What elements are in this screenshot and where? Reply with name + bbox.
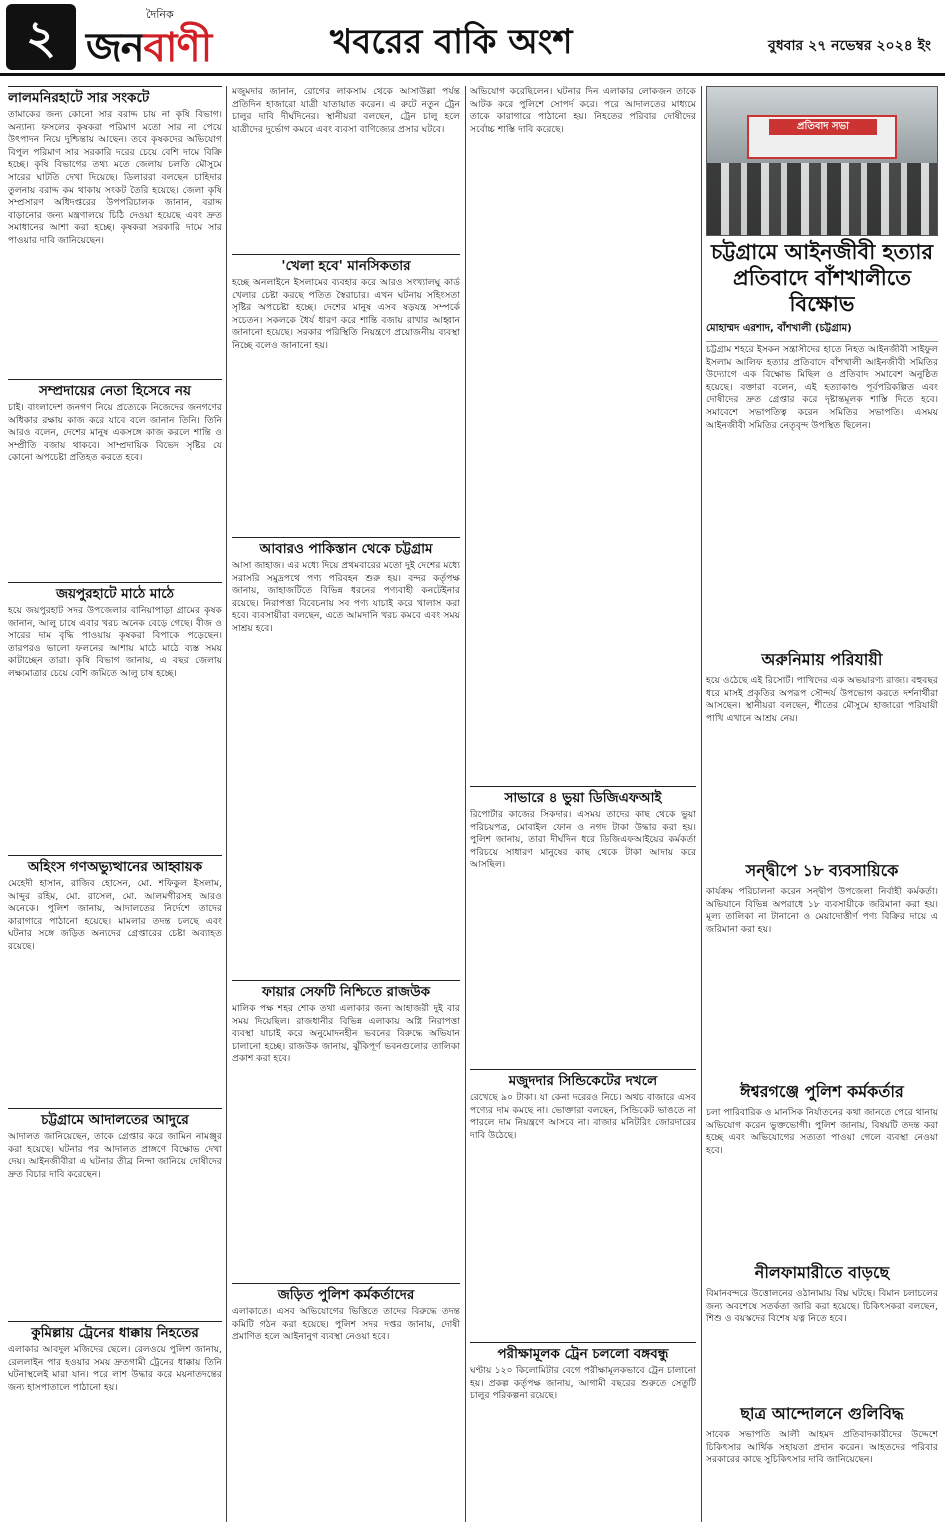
headline-c4-3: নীলফামারীতে বাড়ছে xyxy=(754,1263,890,1282)
body-c1-1: চাই। বাংলাদেশ জনগণ নিয়ে প্রত্যেকে নিজেদের জনগণের অধিকার রক্ষায় কাজ করে যাবে বলে জানান তিনি। তিনি আরও বলেন, দেশের মানুষ একসঙ্গে কাজ করলে শান্তি ও সম্প্রীতি বজায় থাকবে। সাম্প্রদায়িক বিভেদ সৃষ্টির যে কোনো অপচেষ্টা প্রতিহত করতে হবে। xyxy=(8,402,222,464)
lead-headline: চট্টগ্রামে আইনজীবী হত্যার প্রতিবাদে বাঁশখালীতে বিক্ষোভ xyxy=(710,240,934,316)
headline-c1-1: সম্প্রদায়ের নেতা হিসেবে নয় xyxy=(8,379,222,402)
body-c2-3: মালিক পক্ষ শহর শোক তথা এলাকার জন্য আহাজরী দুই বার সময় দিয়েছিল। রাজধানীর বিভিন্ন এলাকায় অগ্নি নিরাপত্তা ব্যবস্থা যাচাই করে অনুমোদনহীন ভবনের বিরুদ্ধে অভিযান চালানো হচ্ছে। রাজউক জানায়, ঝুঁকিপূর্ণ ভবনগুলোর তালিকা প্রকাশ করা হবে। xyxy=(232,1003,460,1065)
section-title: খবরের বাকি অংশ xyxy=(330,22,573,62)
headline-c3-1: সাভারে ৪ ভুয়া ডিজিএফআই xyxy=(470,786,696,809)
body-c1-0: তামাকের জন্য কোনো সার বরাদ্দ চায় না কৃষি বিভাগ। অন্যান্য ফসলের কৃষকরা পরিমাণ মতো সার না পেয়ে উৎপাদন নিয়ে দুশ্চিন্তায় আছেন। তবে কৃষকদের অভিযোগ বিপুল পরিমাণ সার সরকারি দরের চেয়ে বেশি দামে বিক্রি হচ্ছে। কৃষি বিভাগের তথ্য মতে জেলায় চলতি মৌসুমে সারের ঘাটতি দেখা দিয়েছে। ডিলাররা বলছেন চাহিদার তুলনায় বরাদ্দ কম থাকায় সংকট তৈরি হয়েছে। জেলা কৃষি সম্প্রসারণ অধিদপ্তরের উপপরিচালক জানান, বরাদ্দ বাড়ানোর জন্য মন্ত্রণালয়ে চিঠি দেওয়া হয়েছে এবং দ্রুত সমাধানের আশা করা হচ্ছে। কৃষকরা সরকারি দামে সার পাওয়ার দাবি জানিয়েছেন। xyxy=(8,109,222,246)
headline-c4-2: ঈশ্বরগঞ্জে পুলিশ কর্মকর্তার xyxy=(740,1082,904,1101)
newspaper-logo xyxy=(86,6,276,70)
protest-photo xyxy=(706,86,938,236)
body-c1-4: আদালত জানিয়েছেন, তাকে গ্রেপ্তার করে জামিন নামঞ্জুর করা হয়েছে। ঘটনার পর আদালত প্রাঙ্গণে বিক্ষোভ দেখা দেয়। আইনজীবীরা এ ঘটনার তীব্র নিন্দা জানিয়ে দোষীদের দ্রুত বিচার দাবি করেছেন। xyxy=(8,1131,222,1180)
headline-c1-4: চট্টগ্রামে আদালতের আদুরে xyxy=(8,1108,222,1131)
column-1 xyxy=(8,86,222,1522)
page-number: ২ xyxy=(6,4,76,70)
body-c4-2: চলা পারিবারিক ও মানসিক নির্যাতনের কথা জানতে পেরে থানায় অভিযোগ করেন ভুক্তভোগী। পুলিশ জানায়, বিষয়টি তদন্ত করা হচ্ছে এবং অভিযোগের সত্যতা পাওয়া গেলে ব্যবস্থা নেওয়া হবে। xyxy=(706,1107,938,1156)
photo-crowd xyxy=(707,163,937,235)
headline-c2-1: 'খেলা হবে' মানসিকতার xyxy=(232,254,460,277)
column-2 xyxy=(232,86,460,1522)
issue-date: বুধবার ২৭ নভেম্বর ২০২৪ ইং xyxy=(768,38,931,54)
headline-c3-3: পরীক্ষামূলক ট্রেন চললো বঙ্গবন্ধু xyxy=(470,1342,696,1365)
headline-c1-2: জয়পুরহাটে মাঠে মাঠে xyxy=(8,582,222,605)
logo-daily: দৈনিক xyxy=(146,8,174,21)
headline-c1-5: কুমিল্লায় ট্রেনের ধাক্কায় নিহতের xyxy=(8,1321,222,1344)
body-c3-0: অভিযোগ করেছিলেন। ঘটনার দিন এলাকার লোকজন তাকে আটক করে পুলিশে সোপর্দ করে। পরে আদালতের মাধ্যমে তাকে কারাগারে পাঠানো হয়। নিহতের পরিবার দোষীদের সর্বোচ্চ শাস্তি দাবি করেছে। xyxy=(470,86,696,135)
body-c3-1: রিপোর্টার কাজের সিকদার। এসময় তাদের কাছ থেকে ভুয়া পরিচয়পত্র, মোবাইল ফোন ও নগদ টাকা উদ্ধার করা হয়। পুলিশ জানায়, তারা দীর্ঘদিন ধরে ডিজিএফআইয়ের কর্মকর্তা পরিচয়ে সাধারণ মানুষের কাছ থেকে টাকা আদায় করে আসছিল। xyxy=(470,809,696,871)
logo-black: জন xyxy=(86,25,144,71)
body-c4-3: বিমানবন্দরে উত্তোলনের ওঠানামায় বিঘ্ন ঘটছে। বিমান চলাচলের জন্য অবশেষে সতর্কতা জারি করা হয়েছে। চিকিৎসকরা বলছেন, শিশু ও বয়স্কদের বিশেষ যত্ন নিতে হবে। xyxy=(706,1288,938,1325)
headline-c3-2: মজুদদার সিন্ডিকেটের দখলে xyxy=(470,1069,696,1092)
body-c1-5: এলাকার আবদুল মজিদের ছেলে। রেলওয়ে পুলিশ জানায়, রেললাইন পার হওয়ার সময় দ্রুতগামী ট্রেনের ধাক্কায় তিনি ঘটনাস্থলেই মারা যান। পরে লাশ উদ্ধার করে ময়নাতদন্তের জন্য হাসপাতালে পাঠানো হয়। xyxy=(8,1344,222,1393)
photo-banner xyxy=(747,115,897,159)
headline-c1-0: লালমনিরহাটে সার সংকটে xyxy=(8,86,222,109)
headline-c1-3: অহিংস গণঅভ্যুত্থানের আহ্বায়ক xyxy=(8,855,222,878)
headline-c2-3: ফায়ার সেফটি নিশ্চিতে রাজউক xyxy=(232,980,460,1003)
column-3 xyxy=(470,86,696,1522)
headline-c4-4: ছাত্র আন্দোলনে গুলিবিদ্ধ xyxy=(740,1404,904,1423)
body-c2-2: আসা জাহাজ। এর মধ্যে দিয়ে প্রথমবারের মতো দুই দেশের মধ্যে সরাসরি সমুদ্রপথে পণ্য পরিবহন শুরু হয়। বন্দর কর্তৃপক্ষ জানায়, জাহাজটিতে বিভিন্ন ধরনের পণ্যবাহী কনটেইনার রয়েছে। নিরাপত্তা বিবেচনায় সব পণ্য যাচাই করে খালাস করা হবে। ব্যবসায়ীরা বলছেন, এতে আমদানি খরচ কমবে এবং সময় সাশ্রয় হবে। xyxy=(232,560,460,634)
headline-c4-0: অরুনিমায় পরিযায়ী xyxy=(761,650,883,669)
headline-c2-2: আবারও পাকিস্তান থেকে চট্টগ্রাম xyxy=(232,537,460,560)
body-c2-1: হচ্ছে অনলাইনে ইসলামের ব্যবহার করে আরও সংখ্যালঘু কার্ড খেলার চেষ্টা করছে পতিত স্বৈরাচার। এখন ঘটনায় সহিংসতা সৃষ্টির অপচেষ্টা হচ্ছে। দেশের মানুষ এসব ষড়যন্ত্র সম্পর্কে সচেতন। সকলকে ধৈর্য ধারণ করে শান্তি বজায় রাখার আহ্বান জানানো হয়েছে। সরকার পরিস্থিতি নিয়ন্ত্রণে প্রয়োজনীয় ব্যবস্থা নিচ্ছে বলেও জানানো হয়। xyxy=(232,277,460,351)
logo-wordmark xyxy=(86,16,211,83)
body-c1-3: মেহেদী হাসান, রাজিব হোসেন, মো. শফিকুল ইসলাম, আব্দুর রহিম, মো. রাসেল, মো. আলমগীরসহ আরও অনেকে। পুলিশ জানায়, আদালতের নির্দেশে তাদের কারাগারে পাঠানো হয়েছে। মামলার তদন্ত চলছে এবং ঘটনার সঙ্গে জড়িত অন্যদের গ্রেপ্তারের চেষ্টা অব্যাহত রয়েছে। xyxy=(8,878,222,952)
body-c3-3: ঘণ্টায় ১২০ কিলোমিটার বেগে পরীক্ষামূলকভাবে ট্রেন চালানো হয়। প্রকল্প কর্তৃপক্ষ জানায়, আগামী বছরের শুরুতে সেতুটি চালুর পরিকল্পনা রয়েছে। xyxy=(470,1365,696,1402)
lead-body: চট্টগ্রাম শহরে ইসকন সন্ত্রাসীদের হাতে নিহত আইনজীবী সাইফুল ইসলাম আলিফ হত্যার প্রতিবাদে বাঁশখালী আইনজীবী সমিতির উদ্যোগে এক বিক্ষোভ মিছিল ও প্রতিবাদ সমাবেশ অনুষ্ঠিত হয়েছে। বক্তারা বলেন, এই হত্যাকাণ্ড পূর্বপরিকল্পিত এবং দোষীদের দ্রুত গ্রেপ্তার করে দৃষ্টান্তমূলক শাস্তি দিতে হবে। সমাবেশে সভাপতিত্ব করেন সমিতির সভাপতি। এসময় আইনজীবী সমিতির নেতৃবৃন্দ উপস্থিত ছিলেন। xyxy=(706,344,938,431)
body-c4-4: সাবেক সভাপতি আলী আহমদ প্রতিবাদকারীদের উদ্দেশে চিকিৎসার আর্থিক সহায়তা প্রদান করেন। আহতদের পরিবার সরকারের কাছে সুচিকিৎসার দাবি জানিয়েছেন। xyxy=(706,1429,938,1466)
masthead xyxy=(0,0,945,76)
body-c2-4: এলাকাতে। এসব অভিযোগের ভিত্তিতে তাদের বিরুদ্ধে তদন্ত কমিটি গঠন করা হয়েছে। পুলিশ সদর দপ্তর জানায়, দোষী প্রমাণিত হলে আইনানুগ ব্যবস্থা নেওয়া হবে। xyxy=(232,1306,460,1343)
headline-c2-4: জড়িত পুলিশ কর্মকর্তাদের xyxy=(232,1283,460,1306)
lead-byline: মোহাম্মদ এরশাদ, বাঁশখালী (চট্টগ্রাম) xyxy=(706,319,938,342)
logo-red: বাণী xyxy=(143,25,212,71)
body-c4-1: কার্যক্রম পরিচালনা করেন সন্দ্বীপ উপজেলা নির্বাহী কর্মকর্তা। অভিযানে বিভিন্ন অপরাধে ১৮ ব্যবসায়ীকে জরিমানা করা হয়। মূল্য তালিকা না টানানো ও মেয়াদোত্তীর্ণ পণ্য বিক্রির দায়ে এ জরিমানা করা হয়। xyxy=(706,886,938,935)
headline-c4-1: সন্দ্বীপে ১৮ ব্যবসায়িকে xyxy=(745,861,899,880)
column-4 xyxy=(706,86,938,1522)
body-c2-0: মজুমদার জানান, রোগের লাকসাম থেকে আসাউল্লা পর্যন্ত প্রতিদিন হাজারো যাত্রী যাতায়াত করেন। এ রুটে নতুন ট্রেন চালুর দাবি দীর্ঘদিনের। স্থানীয়রা বলছেন, ট্রেন চালু হলে যাত্রীদের দুর্ভোগ কমবে এবং ব্যবসা বাণিজ্যের প্রসার ঘটবে। xyxy=(232,86,460,135)
body-c4-0: হয়ে ওঠেছে এই রিসোর্ট। পাখিদের এক অভয়ারণ্য রাজ্য। বহুবছর ধরে মাসই প্রকৃতির অপরূপ সৌন্দর্য উপভোগ করতে দর্শনার্থীরা আসছেন। স্থানীয়রা বলছেন, শীতের মৌসুমে হাজারো পরিযায়ী পাখি এখানে আশ্রয় নেয়। xyxy=(706,675,938,724)
photo-banner-text: প্রতিবাদ সভা xyxy=(769,119,877,135)
body-c1-2: হয়ে জয়পুরহাট সদর উপজেলার বানিয়াপাড়া গ্রামের কৃষক জানান, আলু চাষে এবার খরচ অনেক বেড়ে গেছে। বীজ ও সারের দাম বৃদ্ধি পাওয়ায় কৃষকরা বিপাকে পড়েছেন। তারপরও ভালো ফলনের আশায় মাঠে মাঠে ব্যস্ত সময় কাটাচ্ছেন তারা। কৃষি বিভাগ জানায়, এ বছর জেলায় লক্ষ্যমাত্রার চেয়ে বেশি জমিতে আলু চাষ হচ্ছে। xyxy=(8,605,222,679)
body-c3-2: রেখেছে ৯০ টাকা। যা কেনা দরেরও নিচে। অথচ বাজারে এসব পণ্যের দাম কমছে না। ভোক্তারা বলছেন, সিন্ডিকেট ভাঙতে না পারলে দাম নিয়ন্ত্রণে আসবে না। বাজার মনিটরিং জোরদারের দাবি উঠেছে। xyxy=(470,1092,696,1141)
